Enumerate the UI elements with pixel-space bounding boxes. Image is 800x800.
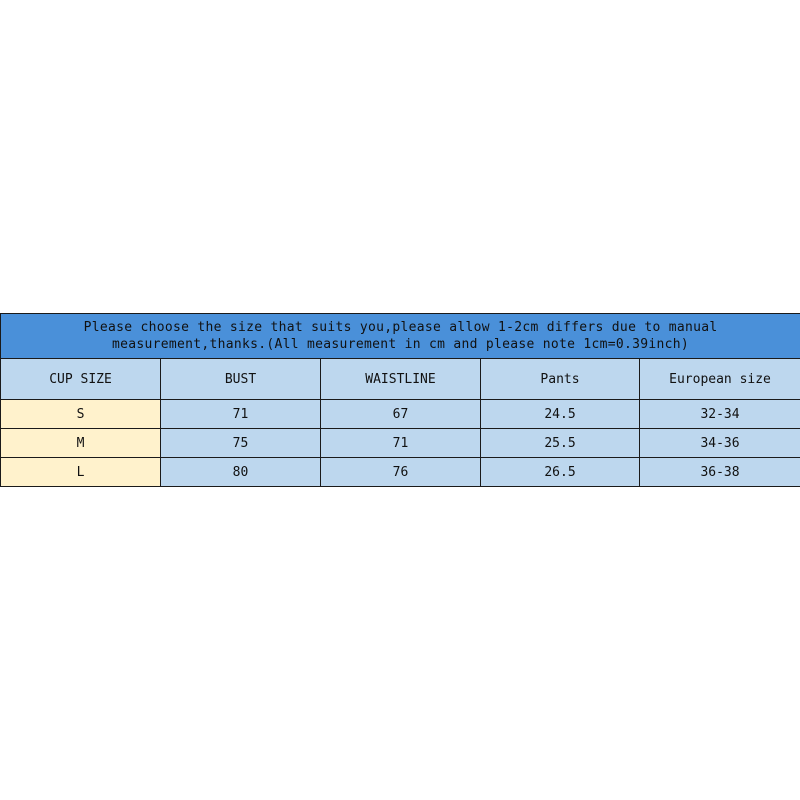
waistline-cell: 67 — [321, 400, 481, 429]
size-notice-line-2: measurement,thanks.(All measurement in cm and please note 1cm=0.39inch) — [112, 337, 690, 352]
table-row — [1, 400, 800, 429]
european-size-cell: 32-34 — [640, 400, 800, 429]
bust-cell: 71 — [161, 400, 321, 429]
european-size-cell: 36-38 — [640, 458, 800, 487]
table-row — [1, 458, 800, 487]
header-cup-size: CUP SIZE — [1, 359, 161, 400]
cup-size-cell: L — [1, 458, 161, 487]
header-bust: BUST — [161, 359, 321, 400]
pants-cell: 25.5 — [481, 429, 640, 458]
header-waistline: WAISTLINE — [321, 359, 481, 400]
waistline-cell: 71 — [321, 429, 481, 458]
pants-cell: 24.5 — [481, 400, 640, 429]
header-pants: Pants — [481, 359, 640, 400]
header-european-size: European size — [640, 359, 800, 400]
waistline-cell: 76 — [321, 458, 481, 487]
header-row — [1, 359, 800, 400]
notice-row — [1, 314, 800, 359]
size-notice — [1, 314, 800, 359]
bust-cell: 80 — [161, 458, 321, 487]
size-notice-line-1: Please choose the size that suits you,please allow 1-2cm differs due to manual — [83, 320, 718, 335]
european-size-cell: 34-36 — [640, 429, 800, 458]
table-row — [1, 429, 800, 458]
cup-size-cell: S — [1, 400, 161, 429]
size-chart-table — [0, 313, 800, 487]
cup-size-cell: M — [1, 429, 161, 458]
bust-cell: 75 — [161, 429, 321, 458]
pants-cell: 26.5 — [481, 458, 640, 487]
